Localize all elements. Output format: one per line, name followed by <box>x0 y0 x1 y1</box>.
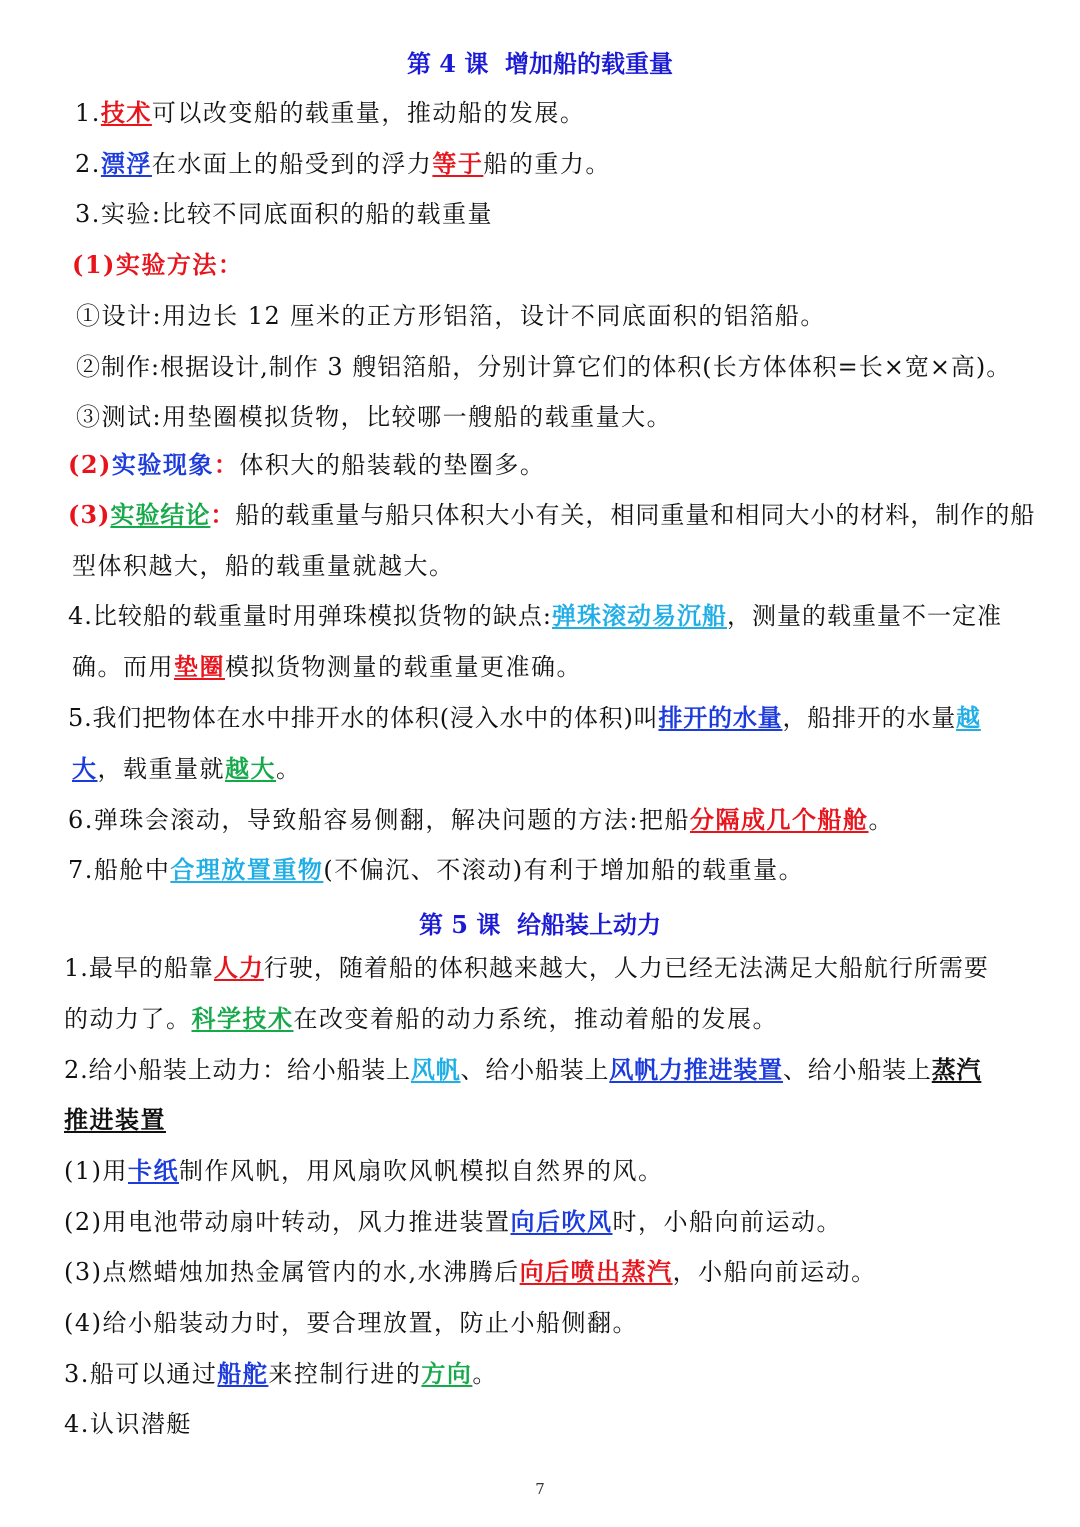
lesson4-title: 第 4 课 增加船的载重量 <box>406 49 674 78</box>
lesson5-line-2-cont: 推进装置 <box>64 1105 166 1134</box>
lesson4-line-1: 1.技术可以改变船的载重量，推动船的发展。 <box>75 98 586 127</box>
lesson4-line-6: 6.弹珠会滚动，导致船容易侧翻，解决问题的方法:把船分隔成几个船舱。 <box>68 805 894 834</box>
lesson4-line-4-cont: 确。而用垫圈模拟货物测量的载重量更准确。 <box>72 652 582 681</box>
lesson5-item-1: (1)用卡纸制作风帆，用风扇吹风帆模拟自然界的风。 <box>64 1156 664 1185</box>
keyword-floating: 漂浮 <box>100 149 152 178</box>
lesson4-line-5: 5.我们把物体在水中排开水的体积(浸入水中的体积)叫排开的水量，船排开的水量越 <box>68 703 981 732</box>
lesson5-line-1: 1.最早的船靠人力行驶，随着船的体积越来越大，人力已经无法满足大船航行所需要 <box>64 953 989 982</box>
lesson5-line-1-cont: 的动力了。科学技术在改变着船的动力系统，推动着船的发展。 <box>64 1004 778 1033</box>
lesson4-line-7: 7.船舱中合理放置重物(不偏沉、不滚动)有利于增加船的载重量。 <box>68 855 805 884</box>
experiment-method-heading: (1)实验方法： <box>72 250 244 279</box>
lesson4-line-5-cont: 大，载重量就越大。 <box>72 754 302 783</box>
lesson5-item-3: (3)点燃蜡烛加热金属管内的水,水沸腾后向后喷出蒸汽，小船向前运动。 <box>64 1257 877 1286</box>
lesson4-step-test: ③测试:用垫圈模拟货物，比较哪一艘船的载重量大。 <box>76 403 673 431</box>
lesson5-line-4: 4.认识潜艇 <box>64 1410 192 1438</box>
keyword-equal: 等于 <box>432 149 484 178</box>
page-number: 7 <box>535 1480 545 1498</box>
lesson5-title: 第 5 课 给船装上动力 <box>418 910 662 939</box>
lesson5-item-4: (4)给小船装动力时，要合理放置，防止小船侧翻。 <box>64 1309 638 1337</box>
lesson5-line-3: 3.船可以通过船舵来控制行进的方向。 <box>64 1359 498 1388</box>
experiment-conclusion-cont: 型体积越大，船的载重量就越大。 <box>72 552 455 580</box>
lesson5-line-2: 2.给小船装上动力：给小船装上风帆、给小船装上风帆力推进装置、给小船装上蒸汽 <box>64 1055 982 1084</box>
lesson4-line-4: 4.比较船的载重量时用弹珠模拟货物的缺点:弹珠滚动易沉船，测量的载重量不一定准 <box>68 601 1002 630</box>
lesson4-step-design: ①设计:用边长 12 厘米的正方形铝箔，设计不同底面积的铝箔船。 <box>76 302 826 330</box>
keyword-technology: 技术 <box>100 98 152 127</box>
lesson4-line-2: 2.漂浮在水面上的船受到的浮力等于船的重力。 <box>75 149 611 178</box>
lesson5-item-2: (2)用电池带动扇叶转动，风力推进装置向后吹风时，小船向前运动。 <box>64 1207 842 1236</box>
lesson4-line-3: 3.实验:比较不同底面积的船的载重量 <box>75 200 493 228</box>
experiment-phenomenon: (2)实验现象：体积大的船装载的垫圈多。 <box>68 450 546 479</box>
experiment-conclusion: (3)实验结论：船的载重量与船只体积大小有关，相同重量和相同大小的材料，制作的船 <box>68 500 1036 529</box>
lesson4-step-make: ②制作:根据设计,制作 3 艘铝箔船，分别计算它们的体积(长方体体积=长×宽×高)。 <box>76 353 1012 381</box>
